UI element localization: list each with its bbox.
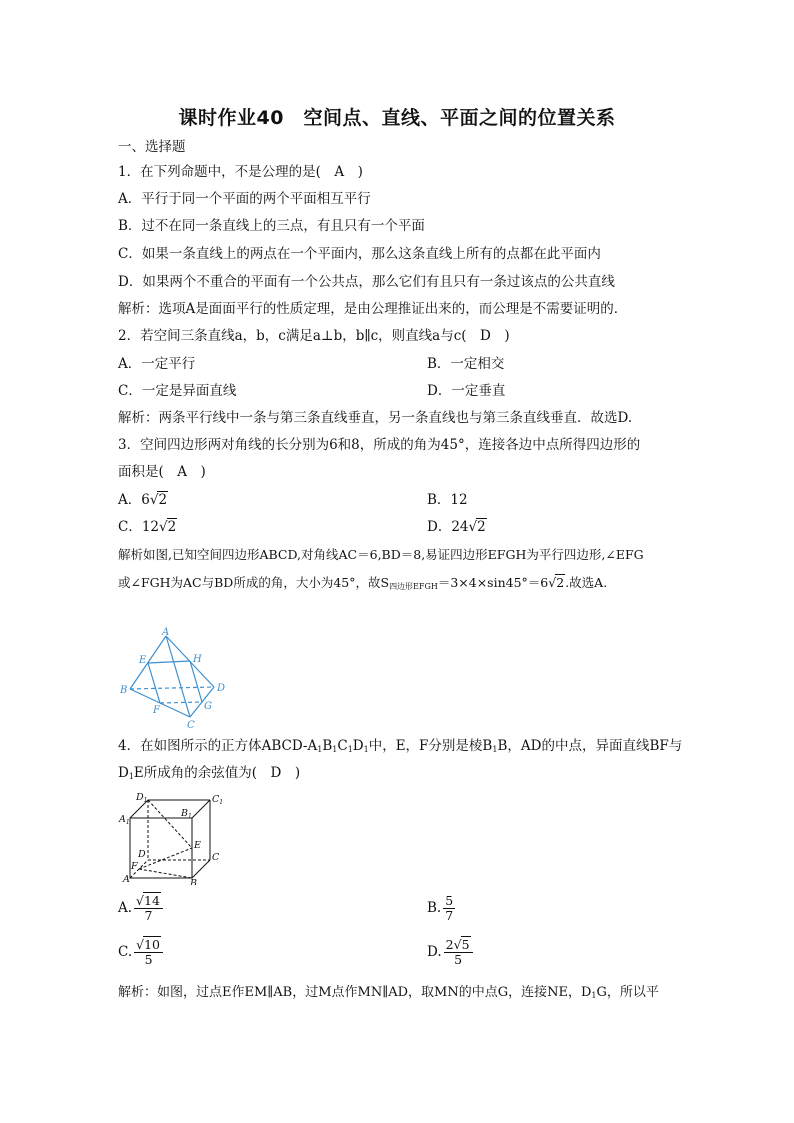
label-a1: $A_1$ <box>119 814 130 826</box>
label-d1: $D_1$ <box>136 792 148 804</box>
q3-option-b: B．12 <box>427 492 468 508</box>
sqrt-sign: √2 <box>159 519 177 535</box>
q4-option-b: B. $\frac{5}{7}$ <box>427 893 454 923</box>
label-a: A <box>162 627 170 638</box>
segment-fe <box>139 848 192 869</box>
label-c: C <box>212 852 220 863</box>
segment-fg <box>160 702 202 703</box>
edge-bc <box>192 860 210 878</box>
fraction: $\frac{√10}{5}$ <box>134 938 163 967</box>
q3-option-a: A．6√2 <box>118 492 168 508</box>
edge-b1c1 <box>192 800 210 818</box>
q1-option-a: A．平行于同一个平面的两个平面相互平行 <box>118 191 371 207</box>
q3-option-c: C．12√2 <box>118 519 177 535</box>
sqrt-sign: √2 <box>548 575 565 590</box>
q3-analysis-line1: 解析如图,已知空间四边形ABCD,对角线AC＝6,BD＝8,易证四边形EFGH为平行四边形,∠EFG <box>118 547 644 562</box>
page-title: 课时作业40 空间点、直线、平面之间的位置关系 <box>178 107 616 129</box>
label-c: C <box>187 720 195 730</box>
tetrahedron-figure <box>118 625 228 730</box>
q1-analysis: 解析：选项A是面面平行的性质定理，是由公理推证出来的，而公理是不需要证明的． <box>118 301 628 317</box>
segment-ef <box>148 663 160 703</box>
label-a: A <box>123 874 130 885</box>
q4-option-d: D. $\frac{2√5}{5}$ <box>427 938 473 967</box>
fraction: $\frac{√14}{7}$ <box>134 894 163 923</box>
label-f: F <box>131 861 138 872</box>
q4-analysis: 解析：如图，过点E作EM∥AB，过M点作MN∥AD，取MN的中点G，连接NE，$D_1G$，所以平 <box>118 985 659 1000</box>
edge-bd <box>130 687 214 689</box>
segment-eh <box>148 661 190 663</box>
q2-option-c: C．一定是异面直线 <box>118 383 237 399</box>
q2-analysis: 解析：两条平行线中一条与第三条直线垂直，另一条直线也与第三条直线垂直．故选D. <box>118 410 633 426</box>
q2-option-d: D．一定垂直 <box>427 383 506 399</box>
sqrt-sign: √2 <box>468 519 486 535</box>
segment-fb <box>139 869 192 878</box>
sqrt-sign: √2 <box>149 492 168 508</box>
label-b1: $B_1$ <box>181 808 192 820</box>
cube-figure <box>118 790 228 885</box>
q1-option-c: C．如果一条直线上的两点在一个平面内，那么这条直线上所有的点都在此平面内 <box>118 246 601 262</box>
q2-option-b: B．一定相交 <box>427 356 505 372</box>
label-d: D <box>138 849 146 860</box>
q4-option-c: C. $\frac{√10}{5}$ <box>118 938 163 967</box>
label-g: G <box>204 701 212 712</box>
q4-stem-line1: 4．在如图所示的正方体ABCD-$A_1B_1C_1D_1$中，E，F分别是棱$B_1B$，AD的中点，异面直线BF与 <box>118 738 683 754</box>
label-e: E <box>194 840 201 851</box>
label-h: H <box>193 654 202 665</box>
label-e: E <box>139 655 147 666</box>
q2-stem: 2．若空间三条直线a，b，c满足a⊥b，b∥c，则直线a与c( D ) <box>118 328 510 344</box>
fraction: $\frac{5}{7}$ <box>445 893 454 923</box>
label-c1: $C_1$ <box>212 794 224 806</box>
label-b: B <box>190 878 197 885</box>
q1-stem: 1．在下列命题中，不是公理的是( A ) <box>118 164 363 180</box>
q1-option-d: D．如果两个不重合的平面有一个公共点，那么它们有且只有一条过该点的公共直线 <box>118 274 615 290</box>
q3-option-d: D．24√2 <box>427 519 486 535</box>
q3-stem-line1: 3．空间四边形两对角线的长分别为6和8，所成的角为45°，连接各边中点所得四边形的 <box>118 437 641 453</box>
q3-analysis-line2: 或∠FGH为AC与BD所成的角，大小为45°，故$S_{四边形EFGH}=3\times 4\times\sin 45^\circ=6√2$.故选A. <box>118 575 608 591</box>
q1-option-b: B．过不在同一条直线上的三点，有且只有一个平面 <box>118 218 425 234</box>
fraction: $\frac{2√5}{5}$ <box>444 938 473 967</box>
q2-option-a: A．一定平行 <box>118 356 196 372</box>
q4-stem-line2: $D_1E$所成角的余弦值为( D ) <box>118 765 301 781</box>
section-heading: 一、选择题 <box>118 139 186 155</box>
label-b: B <box>120 685 128 696</box>
label-f: F <box>153 705 160 716</box>
q4-option-a: A. $\frac{√14}{7}$ <box>118 894 163 923</box>
label-d: D <box>217 683 226 694</box>
q3-stem-line2: 面积是( A ) <box>118 464 206 480</box>
